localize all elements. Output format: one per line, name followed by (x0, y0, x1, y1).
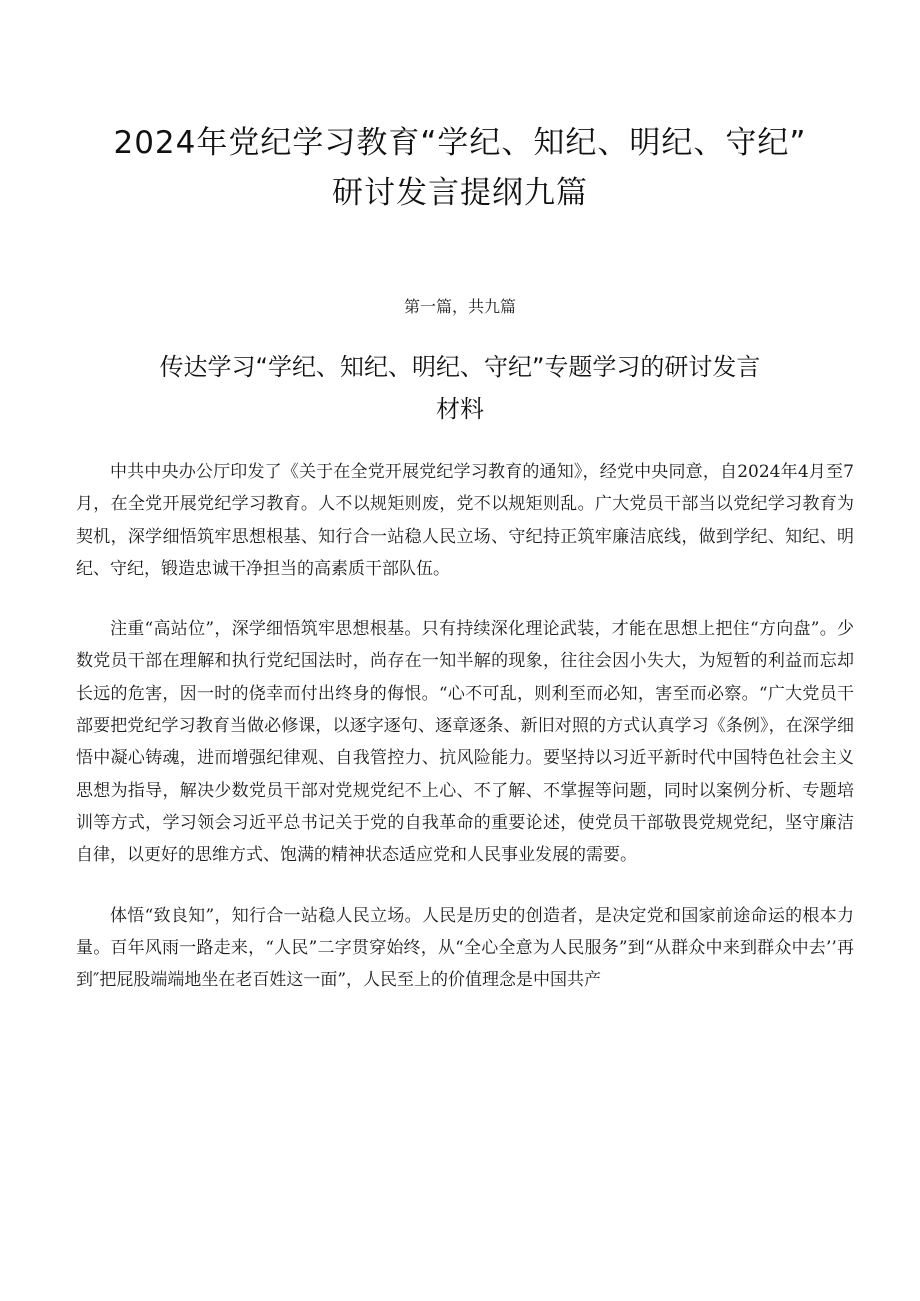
article-title-line-1: 传达学习“学纪、知纪、明纪、守纪”专题学习的研讨发言 (159, 353, 761, 381)
document-title-line-2: 研讨发言提纲九篇 (332, 175, 588, 211)
article-body (76, 456, 854, 1024)
paragraph-3: 体悟“致良知”，知行合一站稳人民立场。人民是历史的创造者，是决定党和国家前途命运的根本力量。百年风雨一路走来，“人民”二字贯穿始终，从“全心全意为人民服务”到“从群众中来到群众中去’’再到″把屁股端端地坐在老百姓这一面”，人民至上的价值理念是中国共产 (76, 905, 854, 991)
paragraph-2: 注重“高站位”，深学细悟筑牢思想根基。只有持续深化理论武装，才能在思想上把住“方向盘”。少数党员干部在理解和执行党纪国法时，尚存在一知半解的现象，往往会因小失大，为短暂的利益而忘却长远的危害，因一时的侥幸而付出终身的侮恨。“心不可乱，则利至而必知，害至而必察。“广大党员干部要把党纪学习教育当做必修课，以逐字逐句、逐章逐条、新旧对照的方式认真学习《条例》，在深学细悟中凝心铸魂，进而增强纪律观、自我管控力、抗风险能力。要坚持以习近平新时代中国特色社会主义思想为指导，解决少数党员干部对党规党纪不上心、不了解、不掌握等问题，同时以案例分析、专题培训等方式，学习领会习近平总书记关于党的自我革命的重要论述，使党员干部敬畏党规党纪，坚守廉洁自律，以更好的思维方式、饱满的精神状态适应党和人民事业发展的需要。 (76, 619, 854, 866)
document-title (60, 118, 860, 218)
article-title-line-2: 材料 (436, 395, 484, 423)
article-count: 第一篇，共九篇 (403, 297, 516, 316)
article-title (90, 346, 830, 430)
document-title-line-1: 2024年党纪学习教育“学纪、知纪、明纪、守纪” (113, 125, 807, 161)
paragraph-1: 中共中央办公厅印发了《关于在全党开展党纪学习教育的通知》，经党中央同意，自2024年4月至7月，在全党开展党纪学习教育。人不以规矩则废，党不以规矩则乱。广大党员干部当以党纪学习教育为契机，深学细悟筑牢思想根基、知行合一站稳人民立场、守纪持正筑牢廉洁底线，做到学纪、知纪、明纪、守纪，锻造忠诚干净担当的高素质干部队伍。 (76, 462, 854, 579)
